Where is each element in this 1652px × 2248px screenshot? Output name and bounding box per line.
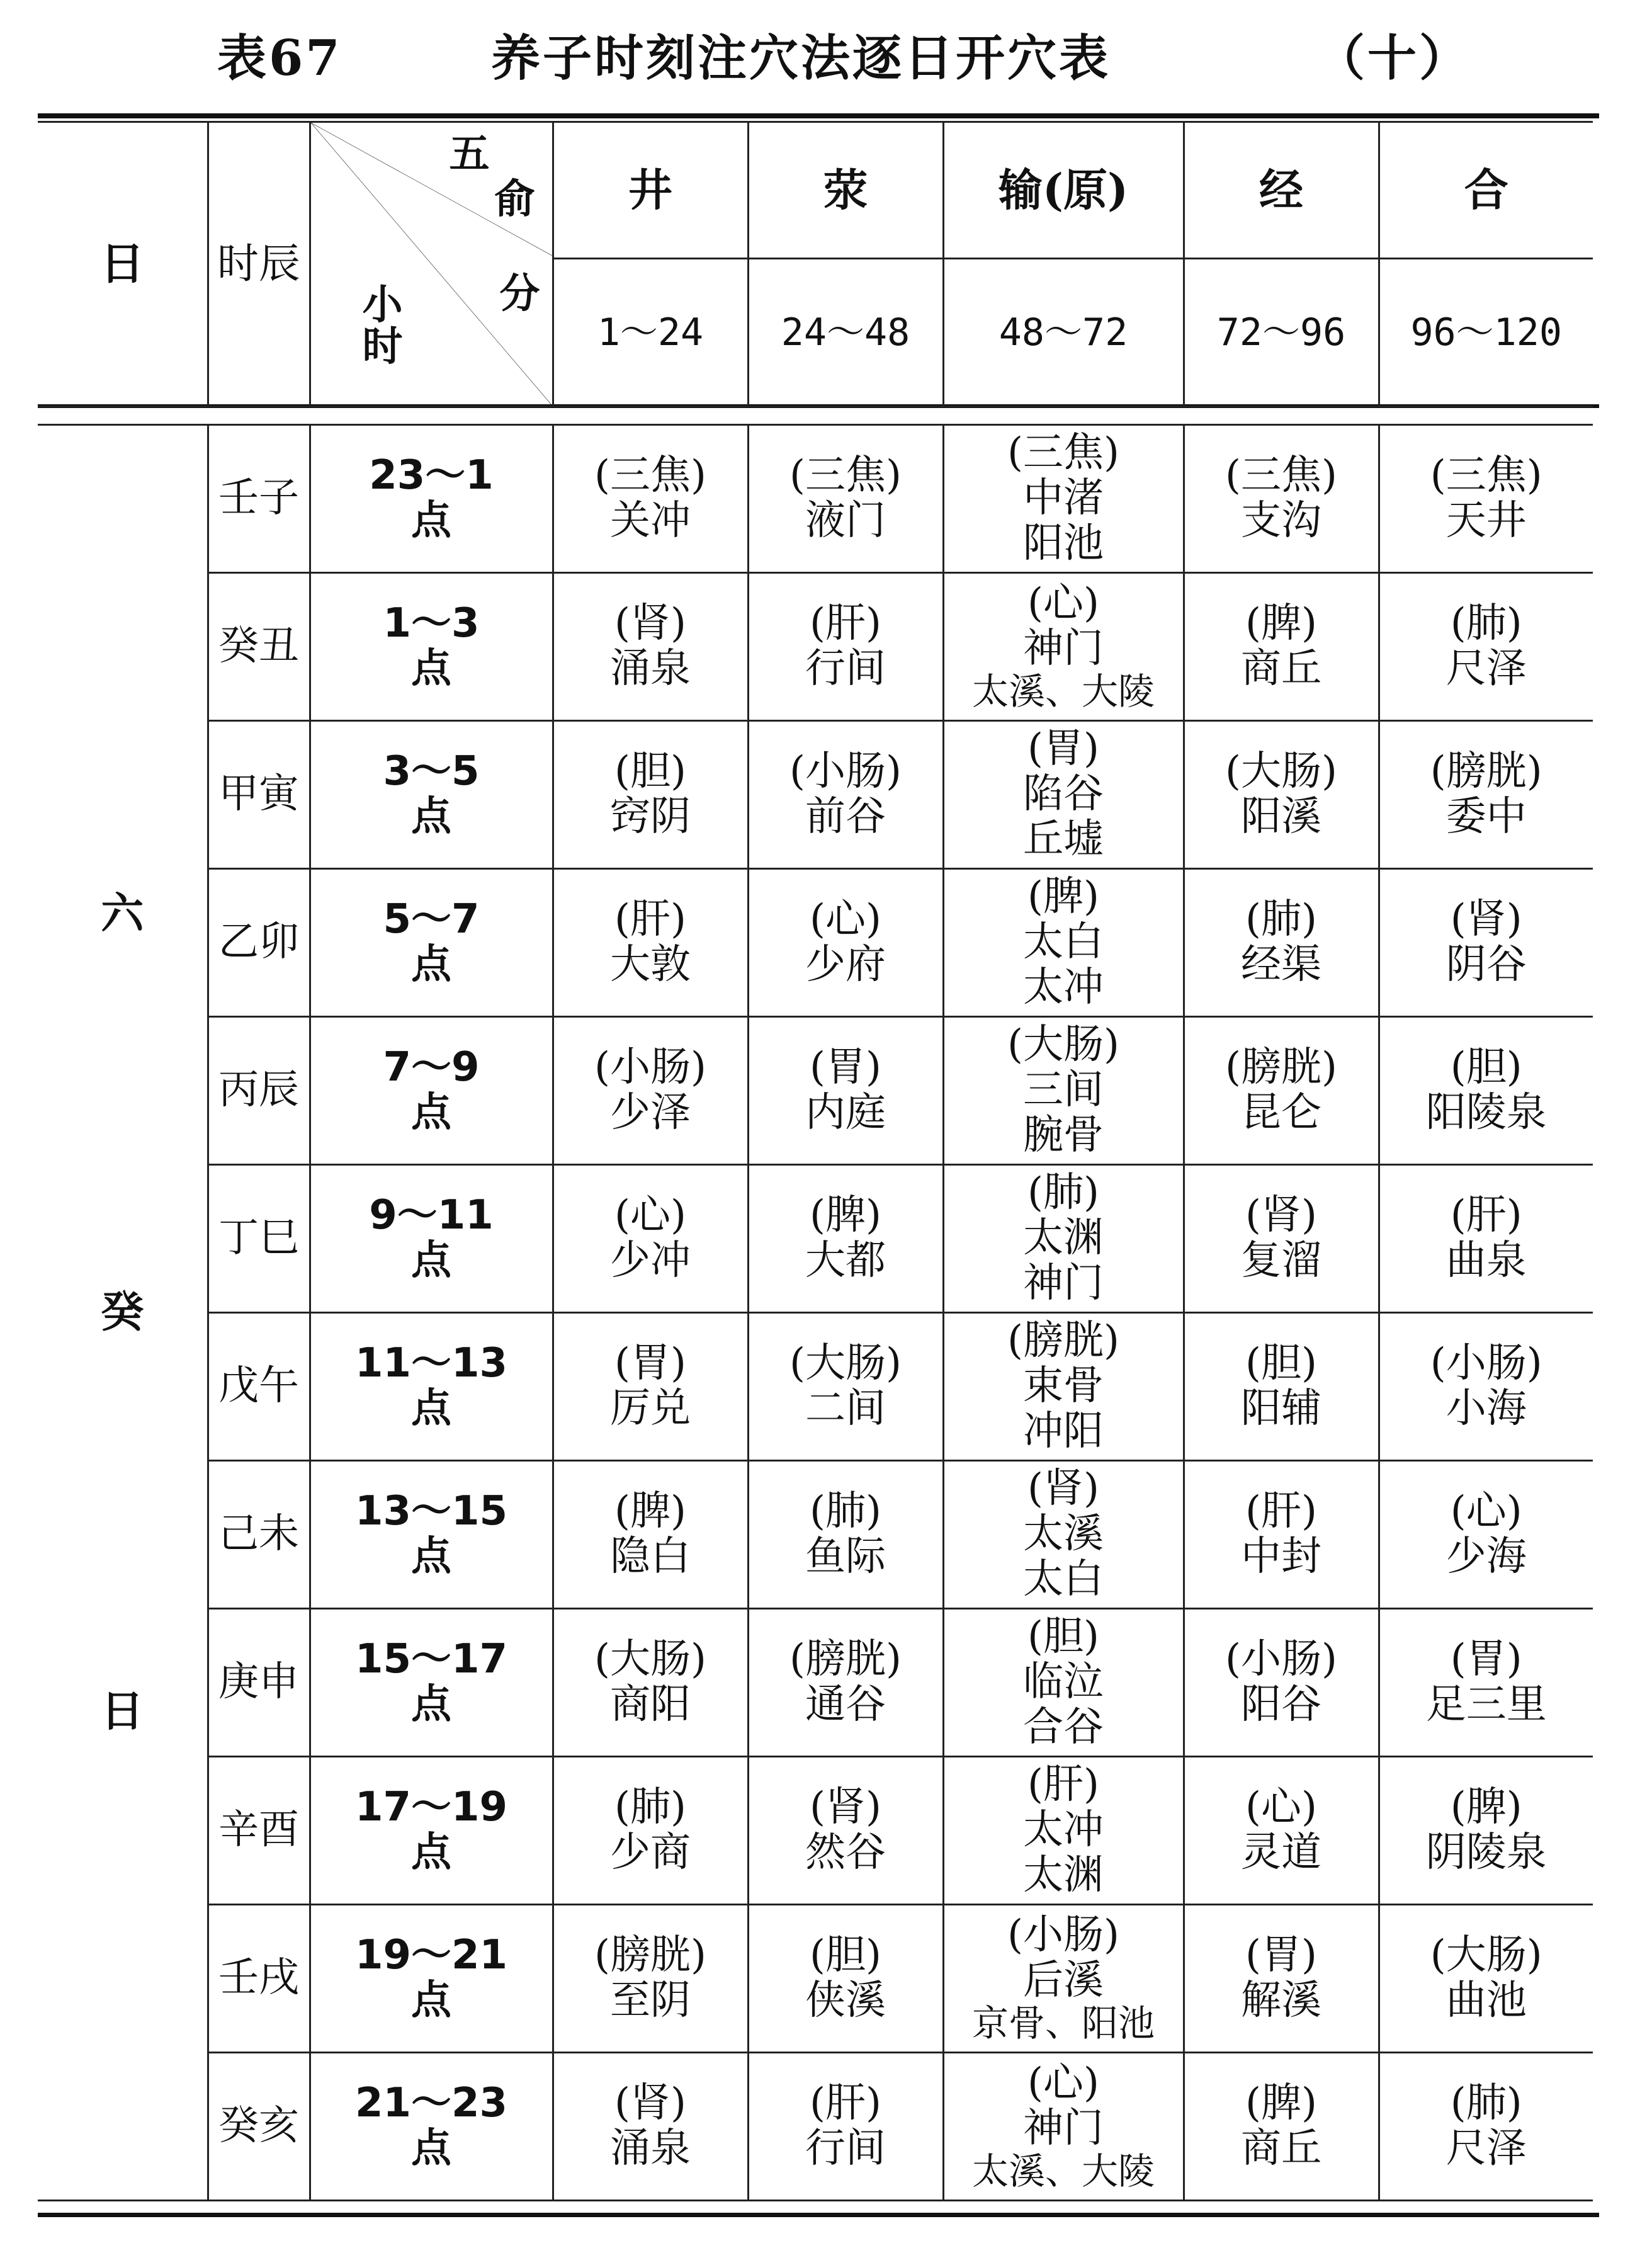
meridian-label: (心) [1027,579,1099,627]
hour-range: 23～1 [369,452,494,499]
meridian-label: (肾) [810,1784,881,1831]
acupoint-cell [1379,1461,1593,1609]
day-char: 癸 [101,1287,144,1338]
acupoint-cell [553,1905,748,2053]
acupoint-cell [553,869,748,1017]
acupoint-cell [1379,1609,1593,1757]
shichen-cell: 戊午 [208,1313,310,1461]
header-jing-well: 井 [553,122,748,259]
acupoint-cell [553,1609,748,1757]
shichen-cell: 壬子 [208,425,310,573]
day-char: 六 [101,888,144,940]
hour-range: 17～19 [354,1784,508,1831]
meridian-label: (肾) [1245,1192,1317,1239]
acupoint-cell [943,425,1184,573]
meridian-label: (心) [1027,2059,1099,2106]
hour-unit: 点 [411,1681,451,1728]
acupoint-cell [748,721,943,869]
acupoint-cell [943,1017,1184,1165]
table-row [38,573,1593,721]
acupoint-cell [1184,869,1379,1017]
top-rule [38,113,1599,118]
acupoint-name: 曲池 [1445,1977,1527,2024]
acupoint-name: 天井 [1445,497,1527,544]
acupoint-name: 后溪 [1023,1956,1104,2004]
meridian-label: (胆) [810,1932,881,1979]
meridian-label: (肺) [810,1488,881,1535]
acupoint-cell [1184,1461,1379,1609]
acupoint-cell [943,1461,1184,1609]
acupoint-name: 三间 [1023,1067,1104,1114]
acupoint-name: 行间 [805,645,886,692]
acupoint-name: 束骨 [1023,1363,1104,1410]
table-row [38,1017,1593,1165]
hour-range: 1～3 [383,600,480,647]
shichen-cell: 丁巳 [208,1165,310,1313]
table-title: 养子时刻注穴法逐日开穴表 [491,30,1111,87]
acupoint-name: 商阳 [610,1681,691,1728]
acupoint-name: 然谷 [805,1829,886,1876]
hour-range: 3～5 [383,748,480,795]
acupoint-name: 至阴 [610,1977,691,2024]
hour-range-cell [310,869,553,1017]
hour-range: 21～23 [354,2080,508,2127]
hour-range-cell [310,1905,553,2053]
meridian-label: (大肠) [594,1636,706,1683]
meridian-label: (小肠) [1430,1340,1542,1387]
shichen-cell: 丙辰 [208,1017,310,1165]
hour-range: 5～7 [383,896,480,943]
meridian-label: (大肠) [1007,1021,1119,1069]
header-gap [38,407,1593,425]
acupoint-name: 中封 [1241,1533,1321,1580]
meridian-label: (心) [1450,1488,1522,1535]
hour-range: 19～21 [354,1932,508,1979]
acupoint-name: 阳辅 [1241,1385,1321,1432]
acupoint-name: 前谷 [805,793,886,840]
shichen-cell: 甲寅 [208,721,310,869]
meridian-label: (小肠) [594,1044,706,1091]
hour-range: 9～11 [369,1192,494,1239]
meridian-label: (心) [1245,1784,1317,1831]
minutes-range: 48～72 [943,259,1184,407]
acupoint-name: 神门 [1023,2104,1104,2152]
acupoint-cell [1184,1165,1379,1313]
meridian-label: (膀胱) [1430,748,1542,795]
header-he-sea: 合 [1379,122,1593,259]
acupoint-name: 神门 [1023,1259,1104,1307]
acupoint-cell [748,1461,943,1609]
acupoint-cell [943,1165,1184,1313]
acupoint-name: 京骨、阳池 [971,2002,1155,2045]
acupoint-name: 太溪 [1023,1511,1104,1558]
table-row [38,1313,1593,1461]
hour-range: 7～9 [383,1044,480,1091]
acupoint-name: 太冲 [1023,1807,1104,1854]
meridian-label: (胆) [614,748,686,795]
acupoint-name: 尺泽 [1445,2125,1527,2172]
acupoint-name: 阴陵泉 [1425,1829,1547,1876]
acupoint-name: 行间 [805,2125,886,2172]
acupoint-cell [1184,1757,1379,1905]
hour-range-cell [310,1165,553,1313]
meridian-label: (肝) [810,600,881,647]
acupoint-name: 解溪 [1241,1977,1321,2024]
acupoint-name: 少商 [610,1829,691,1876]
corner-fen: 分 [499,270,540,317]
acupoint-cell [1379,1017,1593,1165]
meridian-label: (肝) [614,896,686,943]
meridian-label: (胃) [1027,725,1099,773]
hour-range-cell [310,1757,553,1905]
meridian-label: (脾) [614,1488,686,1535]
acupoint-cell [943,869,1184,1017]
corner-xiao: 小 [362,281,403,329]
meridian-label: (肺) [614,1784,686,1831]
acupoint-name: 阴谷 [1445,941,1527,988]
acupoint-name: 曲泉 [1445,1237,1527,1284]
acupoint-cell [1184,721,1379,869]
meridian-label: (三焦) [594,452,706,499]
table-part: （十） [1316,30,1471,87]
hour-unit: 点 [411,645,451,692]
hour-range: 15～17 [354,1636,508,1683]
hour-unit: 点 [411,1977,451,2024]
acupoint-cell [748,1313,943,1461]
acupoint-name: 尺泽 [1445,645,1527,692]
acupoint-cell [553,1313,748,1461]
acupoint-name: 复溜 [1241,1237,1321,1284]
shichen-cell: 辛酉 [208,1757,310,1905]
hour-unit: 点 [411,941,451,988]
acupoint-name: 少海 [1445,1533,1527,1580]
acupoint-cell [1184,1017,1379,1165]
acupoint-name: 神门 [1023,625,1104,672]
hour-unit: 点 [411,1533,451,1580]
meridian-label: (脾) [1450,1784,1522,1831]
acupoint-cell [943,1609,1184,1757]
diagonal-lines [311,123,552,406]
acupoint-name: 少泽 [610,1089,691,1136]
hour-range-cell [310,721,553,869]
meridian-label: (膀胱) [1225,1044,1337,1091]
meridian-label: (肝) [1245,1488,1317,1535]
meridian-label: (心) [614,1192,686,1239]
acupoint-name: 中渚 [1023,475,1104,522]
acupoint-name: 厉兑 [610,1385,691,1432]
meridian-label: (三焦) [789,452,902,499]
hour-unit: 点 [411,1385,451,1432]
acupoint-name: 商丘 [1241,645,1321,692]
acupoint-name: 商丘 [1241,2125,1321,2172]
acupoint-name: 太冲 [1023,963,1104,1011]
corner-shu: 俞 [494,176,535,223]
acupoint-name: 阳溪 [1241,793,1321,840]
meridian-label: (小肠) [1225,1636,1337,1683]
acupoint-name: 陷谷 [1023,771,1104,818]
hour-unit: 点 [411,1237,451,1284]
header-diagonal-corner [310,122,553,407]
meridian-label: (肝) [1027,1761,1099,1808]
acupoint-name: 太渊 [1023,1215,1104,1262]
corner-wu: 五 [449,130,490,178]
meridian-label: (大肠) [1430,1932,1542,1979]
acupoint-cell [748,573,943,721]
acupoint-cell [1184,2053,1379,2201]
acupoint-name: 鱼际 [805,1533,886,1580]
acupoint-name: 通谷 [805,1681,886,1728]
minutes-range: 96～120 [1379,259,1593,407]
acupoint-name: 小海 [1445,1385,1527,1432]
table-row [38,2053,1593,2201]
meridian-label: (肺) [1027,1169,1099,1217]
hour-range-cell [310,425,553,573]
shichen-cell: 乙卯 [208,869,310,1017]
acupoint-cell [1379,1165,1593,1313]
meridian-label: (大肠) [1225,748,1337,795]
acupoint-cell [553,1757,748,1905]
meridian-label: (小肠) [789,748,902,795]
acupoint-name: 侠溪 [805,1977,886,2024]
acupoint-cell [1379,2053,1593,2201]
shichen-cell: 壬戌 [208,1905,310,2053]
acupoint-cell [553,1017,748,1165]
meridian-label: (膀胱) [789,1636,902,1683]
meridian-label: (肝) [810,2080,881,2127]
hour-unit: 点 [411,497,451,544]
table-number: 表67 [217,30,342,87]
acupoint-name: 大敦 [610,941,691,988]
hour-unit: 点 [411,1829,451,1876]
meridian-label: (膀胱) [594,1932,706,1979]
acupoint-cell [1184,1313,1379,1461]
meridian-label: (肺) [1450,600,1522,647]
table-row [38,869,1593,1017]
acupoint-cell [1379,573,1593,721]
meridian-label: (肾) [1027,1465,1099,1513]
meridian-label: (膀胱) [1007,1317,1119,1365]
minutes-range: 72～96 [1184,259,1379,407]
acupoint-cell [1379,1757,1593,1905]
acupoint-cell [748,2053,943,2201]
acupoint-cell [553,425,748,573]
hour-unit: 点 [411,2125,451,2172]
acupoint-cell [943,1757,1184,1905]
acupoint-name: 大都 [805,1237,886,1284]
table-row [38,1165,1593,1313]
day-column [38,425,208,2201]
hour-range-cell [310,573,553,721]
acupoint-name: 窍阴 [610,793,691,840]
acupoint-cell [1379,869,1593,1017]
acupoint-name: 临泣 [1023,1659,1104,1706]
acupoint-name: 涌泉 [610,2125,691,2172]
acupoint-name: 二间 [805,1385,886,1432]
meridian-label: (胆) [1027,1613,1099,1660]
meridian-label: (胃) [1450,1636,1522,1683]
hour-range-cell [310,1461,553,1609]
acupoint-name: 经渠 [1241,941,1321,988]
meridian-label: (心) [810,896,881,943]
meridian-label: (三焦) [1225,452,1337,499]
acupoint-name: 太溪、大陵 [971,2150,1155,2193]
acupoint-name: 冲阳 [1023,1407,1104,1455]
meridian-label: (胃) [810,1044,881,1091]
table-caption [0,19,1652,107]
table-row [38,1609,1593,1757]
minutes-range: 24～48 [748,259,943,407]
acupoint-cell [748,1609,943,1757]
acupoint-cell [943,721,1184,869]
meridian-label: (肾) [1450,896,1522,943]
day-label-stack [38,715,207,1911]
acupoint-cell [748,1757,943,1905]
table-row [38,1905,1593,2053]
table-row [38,721,1593,869]
acupoint-name: 少冲 [610,1237,691,1284]
acupoint-name: 灵道 [1241,1829,1321,1876]
header-shichen: 时辰 [208,122,310,407]
acupoint-cell [1379,425,1593,573]
acupoint-cell [943,1313,1184,1461]
acupoint-name: 液门 [805,497,886,544]
shichen-cell: 癸丑 [208,573,310,721]
meridian-label: (小肠) [1007,1911,1119,1958]
table-row [38,425,1593,573]
bottom-rule [38,2213,1599,2217]
acupoint-name: 太溪、大陵 [971,670,1155,713]
day-char: 日 [101,1686,144,1737]
meridian-label: (脾) [1245,2080,1317,2127]
acupoint-name: 足三里 [1425,1681,1547,1728]
acupoint-name: 太白 [1023,919,1104,966]
table-row [38,1461,1593,1609]
meridian-label: (脾) [810,1192,881,1239]
shichen-cell: 庚申 [208,1609,310,1757]
meridian-label: (胆) [1450,1044,1522,1091]
acupoint-name: 隐白 [610,1533,691,1580]
acupoint-cell [943,2053,1184,2201]
acupoint-cell [1184,425,1379,573]
header-row-wushu [38,122,1593,259]
meridian-label: (肺) [1245,896,1317,943]
acupoint-name: 腕骨 [1023,1111,1104,1159]
acupoint-name: 委中 [1445,793,1527,840]
meridian-label: (肾) [614,2080,686,2127]
meridian-label: (胆) [1245,1340,1317,1387]
acupoint-cell [553,2053,748,2201]
shichen-cell: 癸亥 [208,2053,310,2201]
acupoint-cell [748,425,943,573]
meridian-label: (肝) [1450,1192,1522,1239]
acupoint-name: 阳池 [1023,519,1104,567]
hour-range-cell [310,1609,553,1757]
meridian-label: (胃) [614,1340,686,1387]
acupoint-name: 昆仑 [1241,1089,1321,1136]
hour-unit: 点 [411,793,451,840]
meridian-label: (脾) [1245,600,1317,647]
corner-shi: 时 [362,323,403,370]
meridian-label: (三焦) [1430,452,1542,499]
acupoint-cell [748,869,943,1017]
table-row [38,1757,1593,1905]
acupoint-name: 太白 [1023,1555,1104,1603]
acupoint-cell [553,573,748,721]
acupoint-cell [748,1905,943,2053]
acupoint-name: 内庭 [805,1089,886,1136]
acupoint-name: 合谷 [1023,1703,1104,1751]
header-shu-stream: 输(原) [943,122,1184,259]
header-jing-river: 经 [1184,122,1379,259]
hour-range: 11～13 [354,1340,508,1387]
acupoint-cell [1184,1609,1379,1757]
acupoint-cell [943,1905,1184,2053]
acupoint-name: 丘墟 [1023,815,1104,863]
acupoint-cell [553,1165,748,1313]
acupoint-name: 阳谷 [1241,1681,1321,1728]
acupoint-name: 涌泉 [610,645,691,692]
acupoint-cell [1379,721,1593,869]
hour-range-cell [310,1017,553,1165]
acupoint-cell [1379,1905,1593,2053]
header-day: 日 [38,122,208,407]
acupoint-cell [943,573,1184,721]
minutes-range: 1～24 [553,259,748,407]
hour-unit: 点 [411,1089,451,1136]
acupoint-table [38,121,1593,2201]
acupoint-cell [553,1461,748,1609]
hour-range: 13～15 [354,1488,508,1535]
meridian-label: (脾) [1027,873,1099,921]
shichen-cell: 己未 [208,1461,310,1609]
acupoint-cell [1379,1313,1593,1461]
acupoint-name: 阳陵泉 [1425,1089,1547,1136]
meridian-label: (胃) [1245,1932,1317,1979]
header-ying-spring: 荥 [748,122,943,259]
acupoint-name: 太渊 [1023,1851,1104,1899]
acupoint-name: 关冲 [610,497,691,544]
hour-range-cell [310,1313,553,1461]
acupoint-name: 支沟 [1241,497,1321,544]
acupoint-cell [748,1017,943,1165]
acupoint-cell [1184,573,1379,721]
acupoint-cell [1184,1905,1379,2053]
hour-range-cell [310,2053,553,2201]
acupoint-name: 少府 [805,941,886,988]
acupoint-cell [748,1165,943,1313]
acupoint-cell [553,721,748,869]
meridian-label: (肾) [614,600,686,647]
meridian-label: (三焦) [1007,429,1119,477]
meridian-label: (肺) [1450,2080,1522,2127]
meridian-label: (大肠) [789,1340,902,1387]
